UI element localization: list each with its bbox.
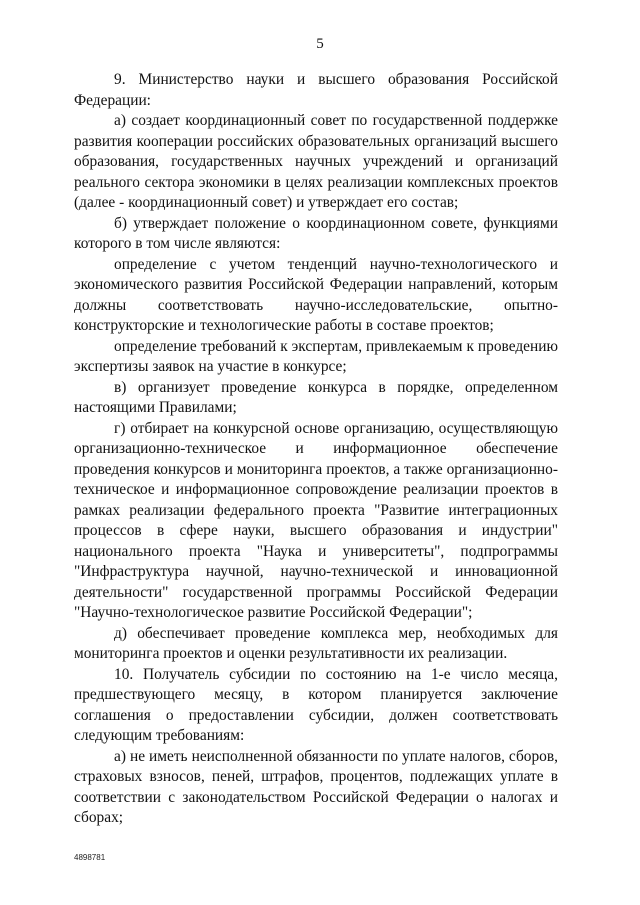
paragraph-9v: в) организует проведение конкурса в порядке, определенном настоящими Правилами; [74, 378, 558, 416]
paragraph-9b-item-1: определение с учетом тенденций научно-технологического и экономического развития Российской Федерации направлений, которым должны соответствовать научно-исследовательские, опытно-конструкторские и технологические работы в составе проектов; [74, 255, 558, 334]
document-body [74, 70, 558, 829]
page-number: 5 [316, 36, 324, 52]
paragraph-9b: б) утверждает положение о координационном совете, функциями которого в том числе являются: [74, 214, 558, 252]
paragraph-9g: г) отбирает на конкурсной основе организацию, осуществляющую организационно-техническое и информационное обеспечение проведения конкурсов и мониторинга проектов, а также организационно-техническое и информационное сопровождение реализации проектов в рамках реализации федерального проекта "Развитие интеграционных процессов в сфере науки, высшего образования и индустрии" национального проекта "Наука и университеты", подпрограммы "Инфраструктура научной, научно-технической и инновационной деятельности" государственной программы Российской Федерации "Научно-технологическое развитие Российской Федерации"; [74, 419, 558, 621]
document-code: 4898781 [74, 853, 106, 862]
paragraph-9b-item-2: определение требований к экспертам, привлекаемым к проведению экспертизы заявок на участие в конкурсе; [74, 337, 558, 375]
paragraph-9d: д) обеспечивает проведение комплекса мер, необходимых для мониторинга проектов и оценки результативности их реализации. [74, 624, 558, 662]
paragraph-10a: а) не иметь неисполненной обязанности по уплате налогов, сборов, страховых взносов, пеней, штрафов, процентов, подлежащих уплате в соответствии с законодательством Российской Федерации о налогах и сборах; [74, 747, 558, 826]
paragraph-9a: а) создает координационный совет по государственной поддержке развития кооперации российских образовательных организаций высшего образования, государственных научных учреждений и организаций реального сектора экономики в целях реализации комплексных проектов (далее - координационный совет) и утверждает его состав; [74, 112, 558, 211]
paragraph-9: 9. Министерство науки и высшего образования Российской Федерации: [74, 71, 558, 109]
paragraph-10: 10. Получатель субсидии по состоянию на 1-е число месяца, предшествующего месяцу, в котором планируется заключение соглашения о предоставлении субсидии, должен соответствовать следующим требованиям: [74, 665, 558, 744]
